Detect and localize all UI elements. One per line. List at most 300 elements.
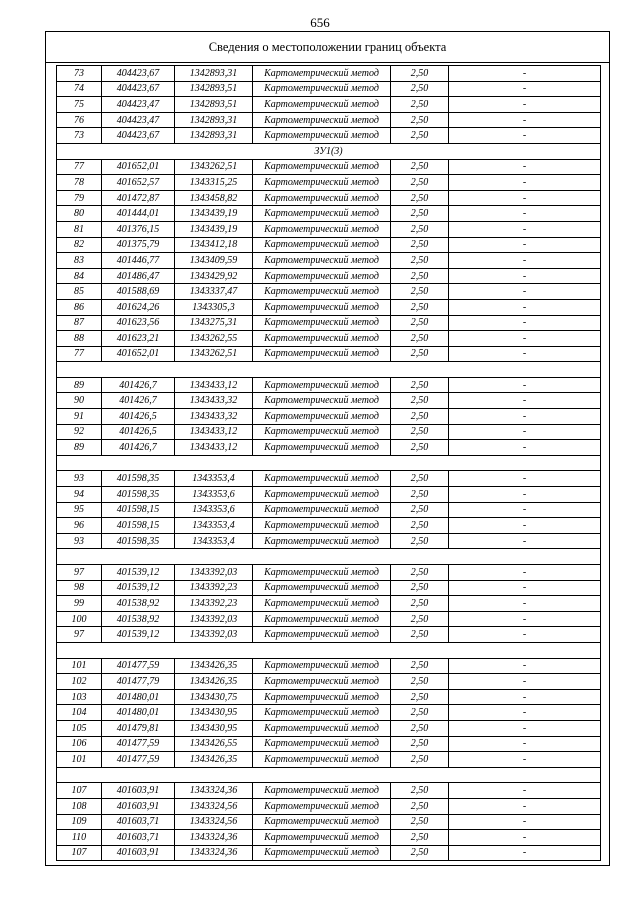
point-number-cell: 107 xyxy=(57,783,102,799)
method-cell: Картометрический метод xyxy=(253,284,391,300)
method-cell: Картометрический метод xyxy=(253,81,391,97)
point-number-cell: 94 xyxy=(57,487,102,503)
description-cell: - xyxy=(449,752,601,768)
accuracy-cell: 2,50 xyxy=(391,518,449,534)
accuracy-cell: 2,50 xyxy=(391,487,449,503)
description-cell: - xyxy=(449,611,601,627)
y-coordinate-cell: 1343353,4 xyxy=(175,533,253,549)
accuracy-cell: 2,50 xyxy=(391,596,449,612)
method-cell: Картометрический метод xyxy=(253,377,391,393)
point-number-cell: 104 xyxy=(57,705,102,721)
y-coordinate-cell: 1343392,03 xyxy=(175,565,253,581)
table-row xyxy=(57,502,601,518)
method-cell: Картометрический метод xyxy=(253,112,391,128)
x-coordinate-cell: 401444,01 xyxy=(102,206,175,222)
accuracy-cell: 2,50 xyxy=(391,346,449,362)
accuracy-cell: 2,50 xyxy=(391,565,449,581)
x-coordinate-cell: 404423,67 xyxy=(102,66,175,82)
y-coordinate-cell: 1342893,31 xyxy=(175,128,253,144)
point-number-cell: 101 xyxy=(57,658,102,674)
point-number-cell: 88 xyxy=(57,331,102,347)
method-cell: Картометрический метод xyxy=(253,487,391,503)
table-row xyxy=(57,798,601,814)
description-cell: - xyxy=(449,845,601,861)
point-number-cell: 99 xyxy=(57,596,102,612)
point-number-cell: 91 xyxy=(57,409,102,425)
method-cell: Картометрический метод xyxy=(253,627,391,643)
accuracy-cell: 2,50 xyxy=(391,798,449,814)
method-cell: Картометрический метод xyxy=(253,237,391,253)
y-coordinate-cell: 1343305,3 xyxy=(175,299,253,315)
method-cell: Картометрический метод xyxy=(253,206,391,222)
point-number-cell: 87 xyxy=(57,315,102,331)
x-coordinate-cell: 401588,69 xyxy=(102,284,175,300)
x-coordinate-cell: 401426,5 xyxy=(102,409,175,425)
method-cell: Картометрический метод xyxy=(253,190,391,206)
y-coordinate-cell: 1343433,12 xyxy=(175,424,253,440)
empty-cell xyxy=(57,767,601,783)
accuracy-cell: 2,50 xyxy=(391,299,449,315)
accuracy-cell: 2,50 xyxy=(391,253,449,269)
point-number-cell: 73 xyxy=(57,66,102,82)
x-coordinate-cell: 401538,92 xyxy=(102,596,175,612)
separator-row xyxy=(57,549,601,565)
x-coordinate-cell: 401598,15 xyxy=(102,502,175,518)
description-cell: - xyxy=(449,81,601,97)
y-coordinate-cell: 1342893,51 xyxy=(175,97,253,113)
y-coordinate-cell: 1342893,31 xyxy=(175,66,253,82)
point-number-cell: 101 xyxy=(57,752,102,768)
method-cell: Картометрический метод xyxy=(253,159,391,175)
table-row xyxy=(57,830,601,846)
x-coordinate-cell: 401477,59 xyxy=(102,658,175,674)
point-number-cell: 75 xyxy=(57,97,102,113)
y-coordinate-cell: 1343324,36 xyxy=(175,845,253,861)
description-cell: - xyxy=(449,268,601,284)
accuracy-cell: 2,50 xyxy=(391,393,449,409)
point-number-cell: 108 xyxy=(57,798,102,814)
y-coordinate-cell: 1343439,19 xyxy=(175,221,253,237)
accuracy-cell: 2,50 xyxy=(391,674,449,690)
table-row xyxy=(57,409,601,425)
description-cell: - xyxy=(449,97,601,113)
y-coordinate-cell: 1342893,31 xyxy=(175,112,253,128)
table-row xyxy=(57,565,601,581)
accuracy-cell: 2,50 xyxy=(391,66,449,82)
table-row xyxy=(57,705,601,721)
x-coordinate-cell: 401426,7 xyxy=(102,377,175,393)
point-number-cell: 77 xyxy=(57,159,102,175)
x-coordinate-cell: 401426,7 xyxy=(102,393,175,409)
accuracy-cell: 2,50 xyxy=(391,736,449,752)
y-coordinate-cell: 1343262,51 xyxy=(175,346,253,362)
x-coordinate-cell: 401539,12 xyxy=(102,627,175,643)
accuracy-cell: 2,50 xyxy=(391,206,449,222)
y-coordinate-cell: 1343426,35 xyxy=(175,658,253,674)
point-number-cell: 107 xyxy=(57,845,102,861)
description-cell: - xyxy=(449,798,601,814)
empty-cell xyxy=(57,642,601,658)
y-coordinate-cell: 1343412,18 xyxy=(175,237,253,253)
x-coordinate-cell: 401375,79 xyxy=(102,237,175,253)
y-coordinate-cell: 1343353,4 xyxy=(175,518,253,534)
point-number-cell: 96 xyxy=(57,518,102,534)
method-cell: Картометрический метод xyxy=(253,268,391,284)
accuracy-cell: 2,50 xyxy=(391,315,449,331)
y-coordinate-cell: 1343430,95 xyxy=(175,705,253,721)
accuracy-cell: 2,50 xyxy=(391,159,449,175)
point-number-cell: 97 xyxy=(57,627,102,643)
point-number-cell: 106 xyxy=(57,736,102,752)
method-cell: Картометрический метод xyxy=(253,221,391,237)
table-row xyxy=(57,299,601,315)
accuracy-cell: 2,50 xyxy=(391,658,449,674)
method-cell: Картометрический метод xyxy=(253,393,391,409)
table-row xyxy=(57,845,601,861)
table-row xyxy=(57,580,601,596)
description-cell: - xyxy=(449,377,601,393)
y-coordinate-cell: 1343262,55 xyxy=(175,331,253,347)
description-cell: - xyxy=(449,533,601,549)
x-coordinate-cell: 401539,12 xyxy=(102,580,175,596)
method-cell: Картометрический метод xyxy=(253,705,391,721)
y-coordinate-cell: 1343353,6 xyxy=(175,502,253,518)
method-cell: Картометрический метод xyxy=(253,409,391,425)
y-coordinate-cell: 1343324,56 xyxy=(175,798,253,814)
x-coordinate-cell: 404423,47 xyxy=(102,97,175,113)
y-coordinate-cell: 1343439,19 xyxy=(175,206,253,222)
x-coordinate-cell: 401598,35 xyxy=(102,471,175,487)
y-coordinate-cell: 1343262,51 xyxy=(175,159,253,175)
y-coordinate-cell: 1343275,31 xyxy=(175,315,253,331)
description-cell: - xyxy=(449,783,601,799)
y-coordinate-cell: 1343433,32 xyxy=(175,393,253,409)
table-row xyxy=(57,331,601,347)
description-cell: - xyxy=(449,190,601,206)
x-coordinate-cell: 401446,77 xyxy=(102,253,175,269)
table-row xyxy=(57,206,601,222)
table-row xyxy=(57,674,601,690)
accuracy-cell: 2,50 xyxy=(391,190,449,206)
description-cell: - xyxy=(449,580,601,596)
method-cell: Картометрический метод xyxy=(253,674,391,690)
table-row xyxy=(57,471,601,487)
x-coordinate-cell: 401623,56 xyxy=(102,315,175,331)
y-coordinate-cell: 1343433,12 xyxy=(175,377,253,393)
x-coordinate-cell: 404423,67 xyxy=(102,128,175,144)
table-row xyxy=(57,346,601,362)
method-cell: Картометрический метод xyxy=(253,736,391,752)
x-coordinate-cell: 401652,57 xyxy=(102,175,175,191)
y-coordinate-cell: 1343353,4 xyxy=(175,471,253,487)
point-number-cell: 81 xyxy=(57,221,102,237)
accuracy-cell: 2,50 xyxy=(391,720,449,736)
table-row xyxy=(57,284,601,300)
description-cell: - xyxy=(449,518,601,534)
table-row xyxy=(57,487,601,503)
method-cell: Картометрический метод xyxy=(253,798,391,814)
accuracy-cell: 2,50 xyxy=(391,440,449,456)
description-cell: - xyxy=(449,814,601,830)
document-frame xyxy=(45,31,610,866)
table-row xyxy=(57,518,601,534)
x-coordinate-cell: 401603,71 xyxy=(102,814,175,830)
method-cell: Картометрический метод xyxy=(253,424,391,440)
y-coordinate-cell: 1343430,75 xyxy=(175,689,253,705)
method-cell: Картометрический метод xyxy=(253,596,391,612)
table-row xyxy=(57,814,601,830)
x-coordinate-cell: 401376,15 xyxy=(102,221,175,237)
y-coordinate-cell: 1343324,36 xyxy=(175,783,253,799)
x-coordinate-cell: 401477,79 xyxy=(102,674,175,690)
table-row xyxy=(57,112,601,128)
method-cell: Картометрический метод xyxy=(253,658,391,674)
table-row xyxy=(57,221,601,237)
accuracy-cell: 2,50 xyxy=(391,409,449,425)
point-number-cell: 74 xyxy=(57,81,102,97)
point-number-cell: 83 xyxy=(57,253,102,269)
method-cell: Картометрический метод xyxy=(253,253,391,269)
description-cell: - xyxy=(449,128,601,144)
description-cell: - xyxy=(449,720,601,736)
table-row xyxy=(57,440,601,456)
accuracy-cell: 2,50 xyxy=(391,533,449,549)
y-coordinate-cell: 1343429,92 xyxy=(175,268,253,284)
point-number-cell: 93 xyxy=(57,533,102,549)
y-coordinate-cell: 1343433,32 xyxy=(175,409,253,425)
table-row xyxy=(57,596,601,612)
x-coordinate-cell: 401623,21 xyxy=(102,331,175,347)
description-cell: - xyxy=(449,736,601,752)
y-coordinate-cell: 1343426,35 xyxy=(175,674,253,690)
description-cell: - xyxy=(449,315,601,331)
description-cell: - xyxy=(449,299,601,315)
description-cell: - xyxy=(449,596,601,612)
method-cell: Картометрический метод xyxy=(253,471,391,487)
x-coordinate-cell: 401652,01 xyxy=(102,159,175,175)
x-coordinate-cell: 401480,01 xyxy=(102,705,175,721)
accuracy-cell: 2,50 xyxy=(391,284,449,300)
description-cell: - xyxy=(449,689,601,705)
table-row xyxy=(57,424,601,440)
description-cell: - xyxy=(449,284,601,300)
table-row xyxy=(57,253,601,269)
table-row xyxy=(57,627,601,643)
method-cell: Картометрический метод xyxy=(253,440,391,456)
x-coordinate-cell: 401480,01 xyxy=(102,689,175,705)
point-number-cell: 73 xyxy=(57,128,102,144)
table-row xyxy=(57,81,601,97)
x-coordinate-cell: 401652,01 xyxy=(102,346,175,362)
empty-cell xyxy=(57,549,601,565)
method-cell: Картометрический метод xyxy=(253,783,391,799)
point-number-cell: 86 xyxy=(57,299,102,315)
description-cell: - xyxy=(449,565,601,581)
x-coordinate-cell: 401472,87 xyxy=(102,190,175,206)
table-row xyxy=(57,128,601,144)
table-row xyxy=(57,611,601,627)
table-row xyxy=(57,268,601,284)
description-cell: - xyxy=(449,66,601,82)
point-number-cell: 90 xyxy=(57,393,102,409)
table-row xyxy=(57,237,601,253)
point-number-cell: 92 xyxy=(57,424,102,440)
accuracy-cell: 2,50 xyxy=(391,580,449,596)
point-number-cell: 79 xyxy=(57,190,102,206)
accuracy-cell: 2,50 xyxy=(391,377,449,393)
point-number-cell: 77 xyxy=(57,346,102,362)
y-coordinate-cell: 1343324,56 xyxy=(175,814,253,830)
y-coordinate-cell: 1342893,51 xyxy=(175,81,253,97)
x-coordinate-cell: 401598,15 xyxy=(102,518,175,534)
separator-row xyxy=(57,455,601,471)
x-coordinate-cell: 401538,92 xyxy=(102,611,175,627)
description-cell: - xyxy=(449,253,601,269)
point-number-cell: 78 xyxy=(57,175,102,191)
description-cell: - xyxy=(449,112,601,128)
section-header-row xyxy=(57,143,601,159)
accuracy-cell: 2,50 xyxy=(391,689,449,705)
description-cell: - xyxy=(449,674,601,690)
x-coordinate-cell: 401598,35 xyxy=(102,533,175,549)
y-coordinate-cell: 1343392,23 xyxy=(175,596,253,612)
point-number-cell: 105 xyxy=(57,720,102,736)
point-number-cell: 82 xyxy=(57,237,102,253)
method-cell: Картометрический метод xyxy=(253,175,391,191)
description-cell: - xyxy=(449,206,601,222)
x-coordinate-cell: 401539,12 xyxy=(102,565,175,581)
accuracy-cell: 2,50 xyxy=(391,81,449,97)
table-row xyxy=(57,175,601,191)
accuracy-cell: 2,50 xyxy=(391,611,449,627)
empty-cell xyxy=(57,455,601,471)
table-row xyxy=(57,783,601,799)
accuracy-cell: 2,50 xyxy=(391,221,449,237)
accuracy-cell: 2,50 xyxy=(391,471,449,487)
method-cell: Картометрический метод xyxy=(253,315,391,331)
accuracy-cell: 2,50 xyxy=(391,128,449,144)
point-number-cell: 80 xyxy=(57,206,102,222)
x-coordinate-cell: 401603,91 xyxy=(102,783,175,799)
method-cell: Картометрический метод xyxy=(253,331,391,347)
table-row xyxy=(57,190,601,206)
accuracy-cell: 2,50 xyxy=(391,97,449,113)
method-cell: Картометрический метод xyxy=(253,565,391,581)
table-row xyxy=(57,736,601,752)
method-cell: Картометрический метод xyxy=(253,66,391,82)
y-coordinate-cell: 1343430,95 xyxy=(175,720,253,736)
section-title: Сведения о местоположении границ объекта xyxy=(46,32,609,63)
y-coordinate-cell: 1343392,23 xyxy=(175,580,253,596)
description-cell: - xyxy=(449,440,601,456)
x-coordinate-cell: 401603,91 xyxy=(102,845,175,861)
description-cell: - xyxy=(449,658,601,674)
point-number-cell: 102 xyxy=(57,674,102,690)
x-coordinate-cell: 401477,59 xyxy=(102,752,175,768)
table-row xyxy=(57,97,601,113)
x-coordinate-cell: 401479,81 xyxy=(102,720,175,736)
y-coordinate-cell: 1343392,03 xyxy=(175,627,253,643)
method-cell: Картометрический метод xyxy=(253,346,391,362)
method-cell: Картометрический метод xyxy=(253,299,391,315)
y-coordinate-cell: 1343433,12 xyxy=(175,440,253,456)
y-coordinate-cell: 1343409,59 xyxy=(175,253,253,269)
method-cell: Картометрический метод xyxy=(253,518,391,534)
point-number-cell: 109 xyxy=(57,814,102,830)
description-cell: - xyxy=(449,409,601,425)
accuracy-cell: 2,50 xyxy=(391,752,449,768)
coordinates-table xyxy=(56,65,601,861)
accuracy-cell: 2,50 xyxy=(391,845,449,861)
y-coordinate-cell: 1343392,03 xyxy=(175,611,253,627)
table-row xyxy=(57,159,601,175)
accuracy-cell: 2,50 xyxy=(391,268,449,284)
y-coordinate-cell: 1343426,35 xyxy=(175,752,253,768)
accuracy-cell: 2,50 xyxy=(391,112,449,128)
point-number-cell: 103 xyxy=(57,689,102,705)
point-number-cell: 93 xyxy=(57,471,102,487)
x-coordinate-cell: 401598,35 xyxy=(102,487,175,503)
x-coordinate-cell: 401486,47 xyxy=(102,268,175,284)
x-coordinate-cell: 401426,7 xyxy=(102,440,175,456)
description-cell: - xyxy=(449,393,601,409)
accuracy-cell: 2,50 xyxy=(391,783,449,799)
separator-row xyxy=(57,642,601,658)
accuracy-cell: 2,50 xyxy=(391,627,449,643)
x-coordinate-cell: 404423,67 xyxy=(102,81,175,97)
table-row xyxy=(57,377,601,393)
method-cell: Картометрический метод xyxy=(253,128,391,144)
point-number-cell: 76 xyxy=(57,112,102,128)
y-coordinate-cell: 1343458,82 xyxy=(175,190,253,206)
x-coordinate-cell: 401477,59 xyxy=(102,736,175,752)
x-coordinate-cell: 401426,5 xyxy=(102,424,175,440)
description-cell: - xyxy=(449,502,601,518)
accuracy-cell: 2,50 xyxy=(391,814,449,830)
description-cell: - xyxy=(449,221,601,237)
y-coordinate-cell: 1343315,25 xyxy=(175,175,253,191)
x-coordinate-cell: 401603,71 xyxy=(102,830,175,846)
method-cell: Картометрический метод xyxy=(253,580,391,596)
point-number-cell: 85 xyxy=(57,284,102,300)
accuracy-cell: 2,50 xyxy=(391,237,449,253)
point-number-cell: 110 xyxy=(57,830,102,846)
method-cell: Картометрический метод xyxy=(253,830,391,846)
point-number-cell: 95 xyxy=(57,502,102,518)
accuracy-cell: 2,50 xyxy=(391,502,449,518)
y-coordinate-cell: 1343337,47 xyxy=(175,284,253,300)
point-number-cell: 89 xyxy=(57,377,102,393)
point-number-cell: 100 xyxy=(57,611,102,627)
description-cell: - xyxy=(449,175,601,191)
method-cell: Картометрический метод xyxy=(253,689,391,705)
table-row xyxy=(57,689,601,705)
x-coordinate-cell: 404423,47 xyxy=(102,112,175,128)
point-number-cell: 89 xyxy=(57,440,102,456)
description-cell: - xyxy=(449,331,601,347)
table-row xyxy=(57,720,601,736)
description-cell: - xyxy=(449,627,601,643)
description-cell: - xyxy=(449,471,601,487)
accuracy-cell: 2,50 xyxy=(391,331,449,347)
method-cell: Картометрический метод xyxy=(253,845,391,861)
y-coordinate-cell: 1343353,6 xyxy=(175,487,253,503)
contour-label: ЗУ1(3) xyxy=(57,143,601,159)
accuracy-cell: 2,50 xyxy=(391,175,449,191)
accuracy-cell: 2,50 xyxy=(391,424,449,440)
method-cell: Картометрический метод xyxy=(253,97,391,113)
separator-row xyxy=(57,767,601,783)
